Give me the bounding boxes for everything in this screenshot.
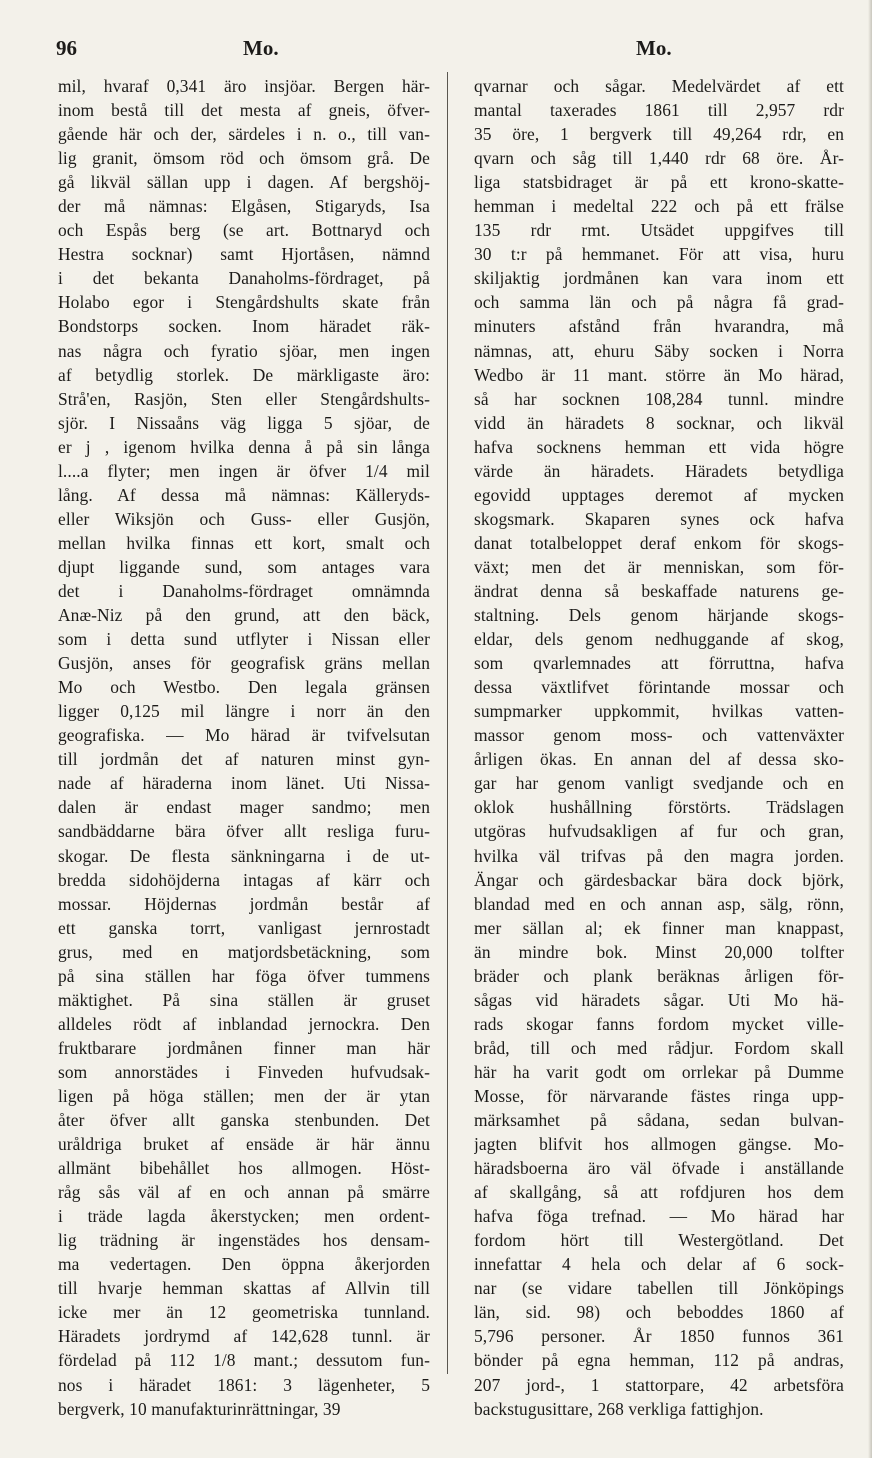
text-line: Wedbo är 11 mant. större än Mo härad,: [474, 364, 844, 385]
text-line: geografiska. — Mo härad är tvifvelsutan: [58, 725, 430, 746]
text-line: bredda sidohöjderna intagas af kärr och: [58, 869, 430, 890]
text-line: till jordmån det af naturen minst gyn-: [58, 749, 430, 770]
text-line: i träde lagda åkerstycken; men ordent-: [58, 1206, 430, 1227]
text-line: Anæ-Niz på den grund, att den bäck,: [58, 605, 430, 626]
text-line: mantal taxerades 1861 till 2,957 rdr: [474, 100, 844, 121]
text-line: mer sällan al; ek finner man knappast,: [474, 917, 844, 938]
text-line: vidd än häradets 8 socknar, och likväl: [474, 412, 844, 433]
text-line: hafva föga trefnad. — Mo härad har: [474, 1206, 844, 1227]
text-line: 35 öre, 1 bergverk till 49,264 rdr, en: [474, 124, 844, 145]
text-line: Gusjön, anses för geografisk gräns mellan: [58, 653, 430, 674]
text-line: som annorstädes i Finveden hufvudsak-: [58, 1061, 430, 1082]
text-line: lång. Af dessa må nämnas: Källeryds-: [58, 484, 430, 505]
text-line: fördelad på 112 1/8 mant.; dessutom fun-: [58, 1350, 430, 1371]
text-line: Holabo egor i Stengårdshults skate från: [58, 292, 430, 313]
text-line: växt; men det är menniskan, som för-: [474, 556, 844, 577]
text-line: i det bekanta Danaholms-fördraget, på: [58, 268, 430, 289]
text-line: liga statsbidraget är på ett krono-skatte-: [474, 172, 844, 193]
text-line: än mindre bok. Minst 20,000 tolfter: [474, 941, 844, 962]
text-line: märksamhet på sådana, sedan bulvan-: [474, 1110, 844, 1131]
text-line: här ha varit godt om orrlekar på Dumme: [474, 1061, 844, 1082]
text-line: mellan hvilka finnas ett kort, smalt och: [58, 532, 430, 553]
text-line: sandbäddarne bära öfver allt resliga furu-: [58, 821, 430, 842]
text-line: på sina ställen har föga öfver tummens: [58, 965, 430, 986]
text-line: rads skogar fanns fordom mycket ville-: [474, 1013, 844, 1034]
text-line: bräder och plank beräknas årligen för-: [474, 965, 844, 986]
text-line: nos i häradet 1861: 3 lägenheter, 5: [58, 1374, 430, 1395]
text-line: och samma län och på några få grad-: [474, 292, 844, 313]
text-line: Häradets jordrymd af 142,628 tunnl. är: [58, 1326, 430, 1347]
text-line: bråd, till och med rådjur. Fordom skall: [474, 1037, 844, 1058]
page-edge-shadow: [868, 0, 872, 1458]
text-line: hafva socknens hemman ett vida högre: [474, 436, 844, 457]
text-line: åter öfver allt ganska stenbunden. Det: [58, 1110, 430, 1131]
text-line: egovidd upptages deremot af mycken: [474, 484, 844, 505]
text-line: årligen ökas. En annan del af dessa sko-: [474, 749, 844, 770]
text-line: 5,796 personer. År 1850 funnos 361: [474, 1326, 844, 1347]
text-line: gar har genom vanligt svedjande och en: [474, 773, 844, 794]
text-line: ligen på höga ställen; men der är ytan: [58, 1085, 430, 1106]
text-line: sumpmarker uppkommit, hvilkas vatten-: [474, 701, 844, 722]
text-line: oklok hushållning förstörts. Trädslagen: [474, 797, 844, 818]
text-line: inom bestå till det mesta af gneis, öfver-: [58, 100, 430, 121]
text-line: mil, hvaraf 0,341 äro insjöar. Bergen här-: [58, 76, 430, 96]
text-line: utgöras hufvudsakligen af fur och gran,: [474, 821, 844, 842]
text-line: backstugusittare, 268 verkliga fattighjon.: [474, 1398, 764, 1419]
text-line: grus, med en matjordsbetäckning, som: [58, 941, 430, 962]
text-line: som i detta sund utflyter i Nissan eller: [58, 629, 430, 650]
text-line: eldar, dels genom nedhuggande af skog,: [474, 629, 844, 650]
text-line: och Espås berg (se art. Bottnaryd och: [58, 220, 430, 241]
text-line: Mo och Westbo. Den legala gränsen: [58, 677, 430, 698]
text-line: råg sås väl af en och annan på smärre: [58, 1182, 430, 1203]
text-line: uråldriga bruket af ensäde är här ännu: [58, 1134, 430, 1155]
text-line: Hestra socknar) samt Hjortåsen, nämnd: [58, 244, 430, 265]
text-line: ett ganska torrt, vanligast jernrostadt: [58, 917, 430, 938]
text-line: staltning. Dels genom härjande skogs-: [474, 605, 844, 626]
text-line: nas några och fyratio sjöar, men ingen: [58, 340, 430, 361]
text-line: minuters afstånd från hvarandra, må: [474, 316, 844, 337]
text-line: 30 t:r på hemmanet. För att visa, huru: [474, 244, 844, 265]
text-line: så har socknen 108,284 tunnl. mindre: [474, 388, 844, 409]
text-line: dessa växtlifvet förintande mossar och: [474, 677, 844, 698]
text-line: värde än häradets. Häradets betydliga: [474, 460, 844, 481]
text-line: som qvarlemnades att förruttna, hafva: [474, 653, 844, 674]
text-line: allmänt bibehållet hos allmogen. Höst-: [58, 1158, 430, 1179]
text-line: skogar. De flesta sänkningarna i de ut-: [58, 845, 430, 866]
text-line: gå likväl sällan upp i dagen. Af bergshöj-: [58, 172, 430, 193]
text-line: lig granit, ömsom röd och ömsom grå. De: [58, 148, 430, 169]
text-line: danat totalbeloppet deraf enkom för skogs-: [474, 532, 844, 553]
text-line: blandad med en och annan asp, sälg, rönn,: [474, 893, 844, 914]
text-line: det i Danaholms-fördraget omnämnda: [58, 580, 430, 601]
text-line: häradsboerna äro väl öfvade i anställande: [474, 1158, 844, 1179]
text-line: innefattar 4 hela och delar af 6 sock-: [474, 1254, 844, 1275]
text-line: hemman i medeltal 222 och på ett frälse: [474, 196, 844, 217]
column-divider: [447, 72, 448, 1374]
text-line: mäktighet. På sina ställen är gruset: [58, 989, 430, 1010]
text-line: Bondstorps socken. Inom häradet räk-: [58, 316, 430, 337]
text-line: hvilka väl trifvas på den magra jorden.: [474, 845, 844, 866]
text-line: alldeles rödt af inblandad jernockra. Den: [58, 1013, 430, 1034]
text-line: fordom hört till Westergötland. Det: [474, 1230, 844, 1251]
text-line: skogsmark. Skaparen synes ock hafva: [474, 508, 844, 529]
text-line: eller Wiksjön och Guss- eller Gusjön,: [58, 508, 430, 529]
text-line: lig trädning är ingenstädes hos densam-: [58, 1230, 430, 1251]
right-text-column: [474, 74, 844, 1421]
text-line: er j , igenom hvilka denna å på sin långa: [58, 436, 430, 457]
text-line: Ängar och gärdesbackar bära dock björk,: [474, 869, 844, 890]
text-line: qvarn och såg till 1,440 rdr 68 öre. År-: [474, 148, 844, 169]
text-line: ma vedertagen. Den öppna åkerjorden: [58, 1254, 430, 1275]
text-line: af betydlig storlek. De märkligaste äro:: [58, 364, 430, 385]
text-line: Mosse, för närvarande fästes ringa upp-: [474, 1085, 844, 1106]
text-line: ändrat denna så beskaffade naturens ge-: [474, 580, 844, 601]
left-text-column: [58, 74, 430, 1421]
running-head-right: Mo.: [636, 36, 672, 60]
text-line: sjör. I Nissaåns väg ligga 5 sjöar, de: [58, 412, 430, 433]
page-number: 96: [56, 36, 77, 60]
text-line: gående här och der, särdeles i n. o., till van-: [58, 124, 430, 145]
text-line: sågas vid häradets sågar. Uti Mo hä-: [474, 989, 844, 1010]
text-line: nade af häraderna inom länet. Uti Nissa-: [58, 773, 430, 794]
text-line: der må nämnas: Elgåsen, Stigaryds, Isa: [58, 196, 430, 217]
text-line: massor genom moss- och vattenväxter: [474, 725, 844, 746]
text-line: bergverk, 10 manufakturinrättningar, 39: [58, 1398, 341, 1419]
text-line: jagten blifvit hos allmogen gängse. Mo-: [474, 1134, 844, 1155]
text-line: Strå'en, Rasjön, Sten eller Stengårdshults-: [58, 388, 430, 409]
text-line: icke mer än 12 geometriska tunnland.: [58, 1302, 430, 1323]
text-line: fruktbarare jordmånen finner man här: [58, 1037, 430, 1058]
text-line: qvarnar och sågar. Medelvärdet af ett: [474, 76, 844, 96]
text-line: till hvarje hemman skattas af Allvin till: [58, 1278, 430, 1299]
text-line: bönder på egna hemman, 112 på andras,: [474, 1350, 844, 1371]
text-line: djupt liggande sund, som antages vara: [58, 556, 430, 577]
text-line: nämnas, att, ehuru Säby socken i Norra: [474, 340, 844, 361]
text-line: nar (se vidare tabellen till Jönköpings: [474, 1278, 844, 1299]
text-line: l....a flyter; men ingen är öfver 1/4 mil: [58, 460, 430, 481]
text-line: af skallgång, så att rofdjuren hos dem: [474, 1182, 844, 1203]
running-head-left: Mo.: [243, 36, 279, 60]
text-line: 135 rdr rmt. Utsädet uppgifves till: [474, 220, 844, 241]
text-line: ligger 0,125 mil längre i norr än den: [58, 701, 430, 722]
text-line: skiljaktig jordmånen kan vara inom ett: [474, 268, 844, 289]
text-line: dalen är endast mager sandmo; men: [58, 797, 430, 818]
text-line: 207 jord-, 1 stattorpare, 42 arbetsföra: [474, 1374, 844, 1395]
text-line: mossar. Höjdernas jordmån består af: [58, 893, 430, 914]
text-line: län, sid. 98) och beboddes 1860 af: [474, 1302, 844, 1323]
